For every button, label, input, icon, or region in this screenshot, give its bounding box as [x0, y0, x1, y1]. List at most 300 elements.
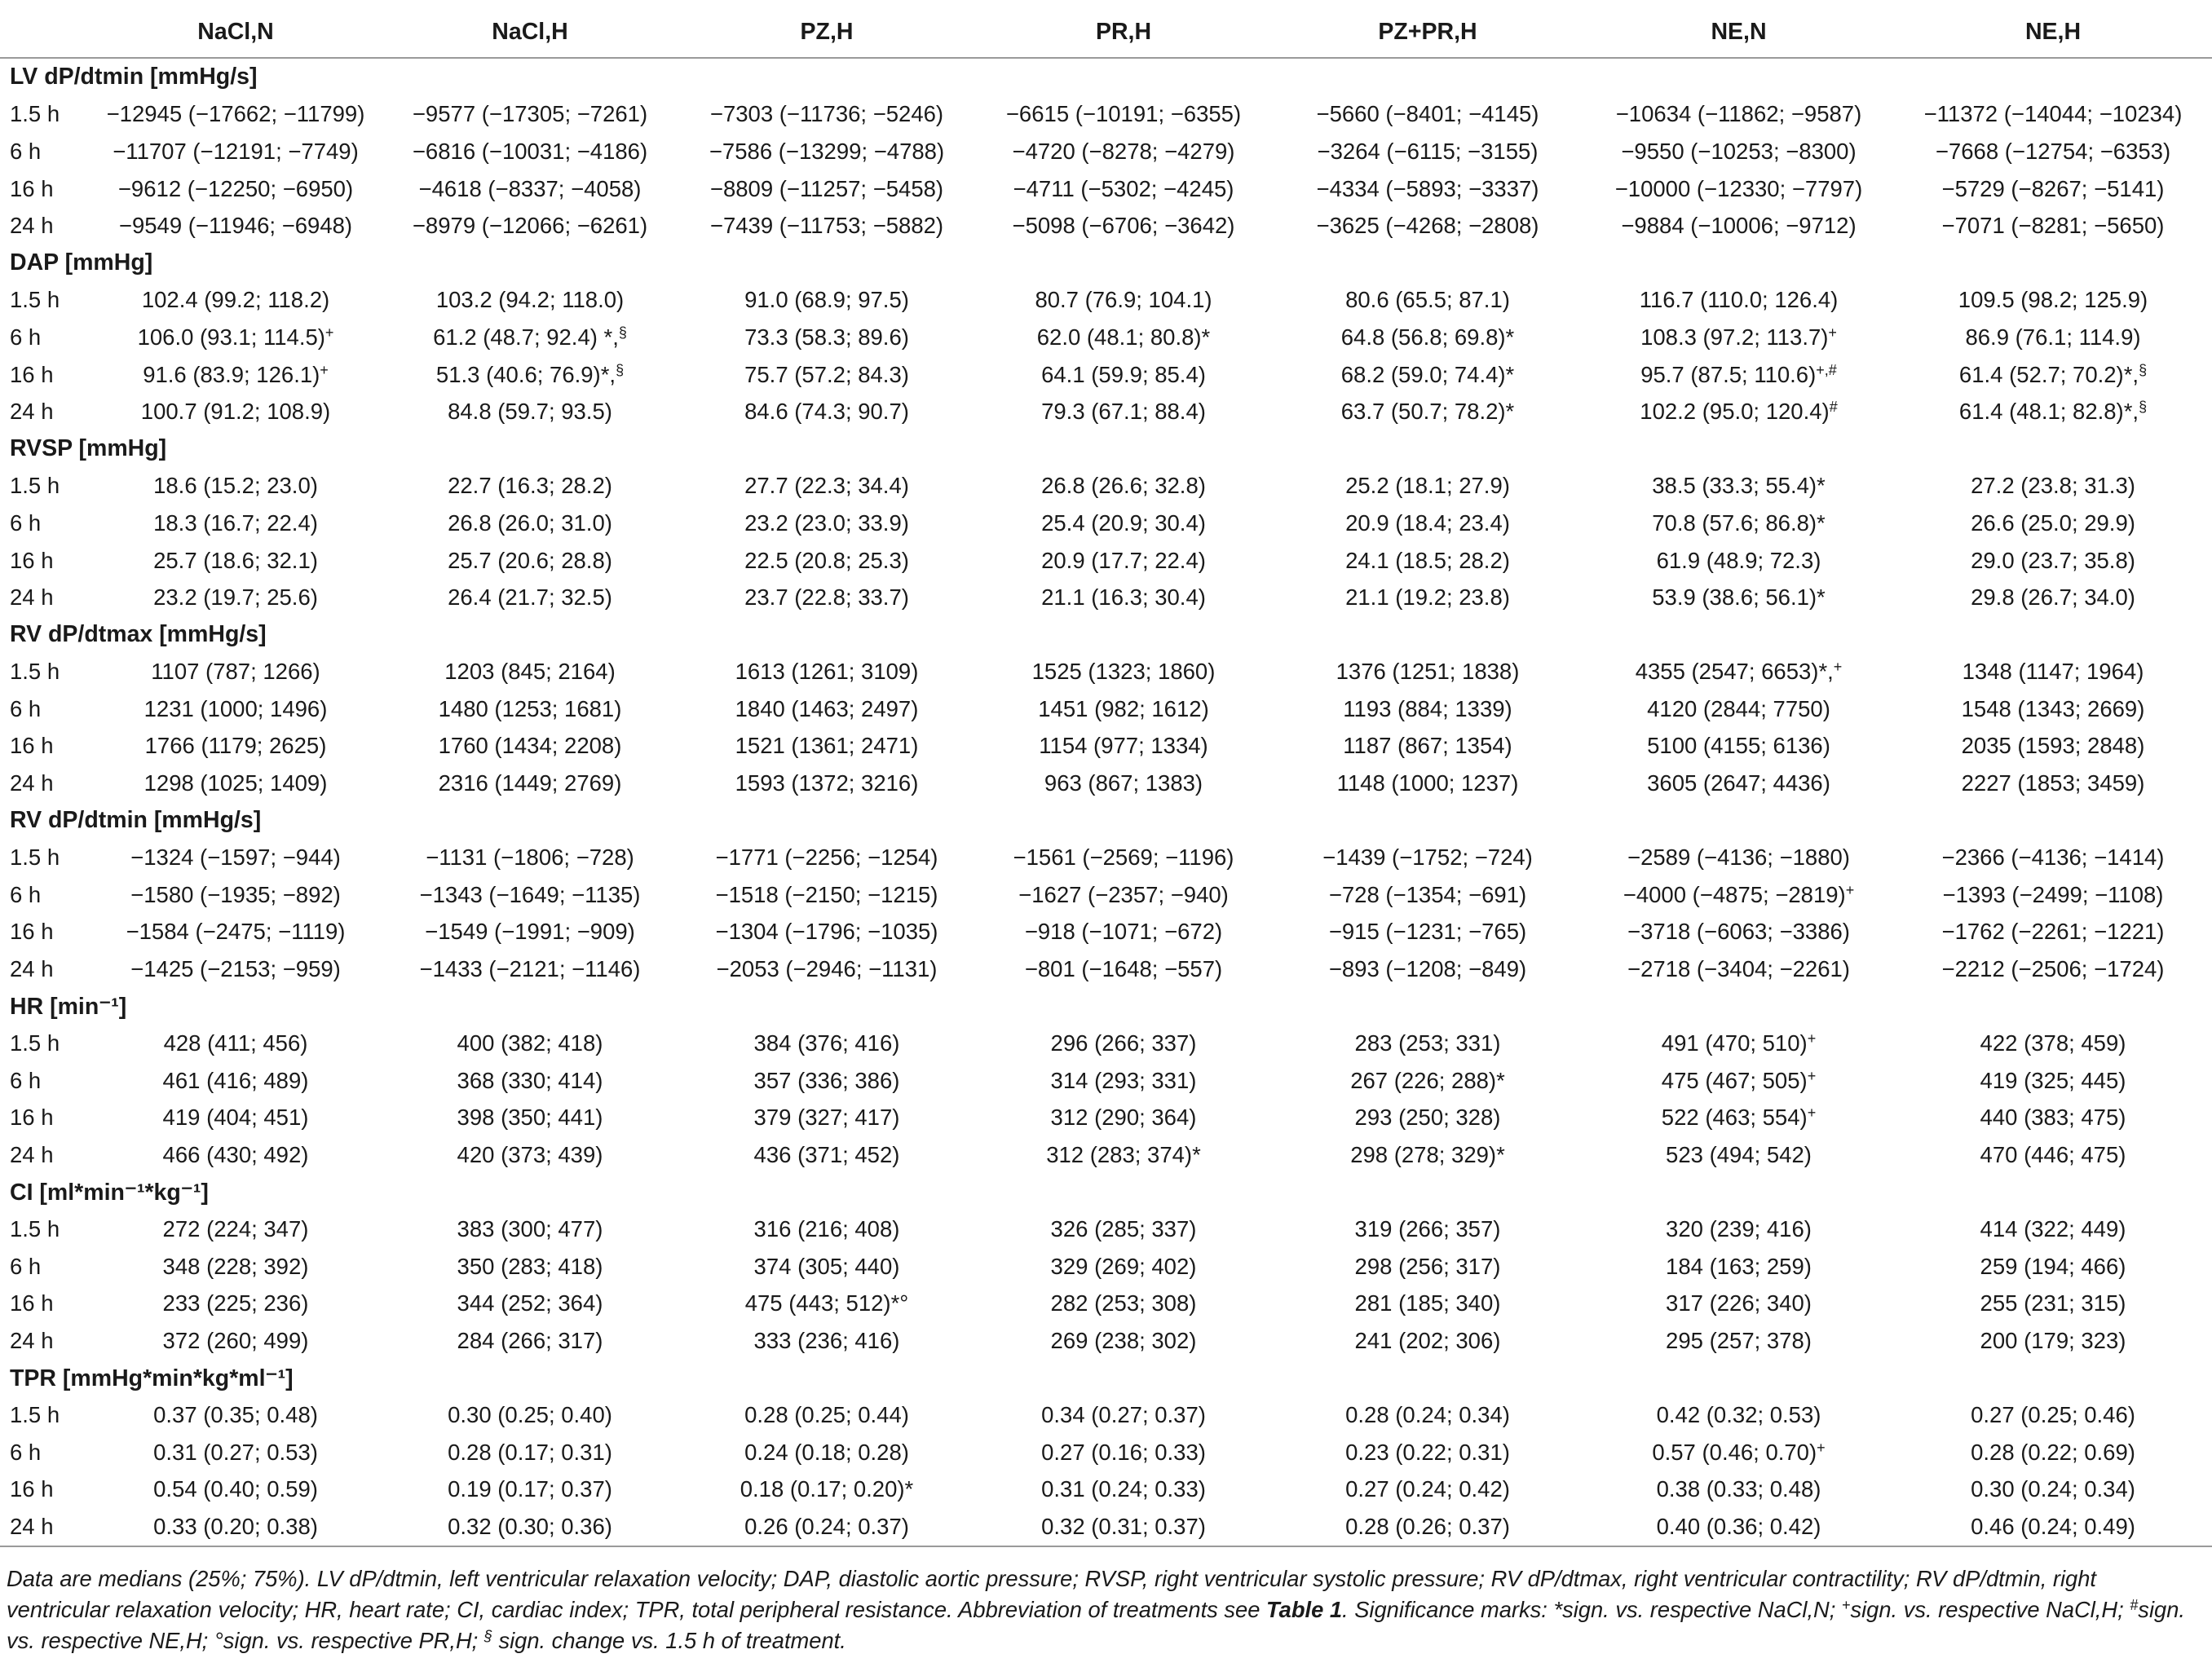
value-cell — [1894, 1248, 2212, 1286]
value-cell — [678, 914, 975, 951]
cell-value: 374 (305; 440) — [753, 1253, 900, 1279]
value-cell — [975, 1286, 1272, 1323]
value-cell — [382, 1396, 678, 1434]
cell-value: −1439 (−1752; −724) — [1322, 845, 1533, 871]
cell-value: 29.0 (23.7; 35.8) — [1971, 547, 2135, 573]
value-cell — [1894, 282, 2212, 320]
value-cell — [382, 914, 678, 951]
section-title: LV dP/dtmin [mmHg/s] — [10, 64, 258, 90]
cell-value: 22.5 (20.8; 25.3) — [744, 547, 909, 573]
value-cell — [678, 1100, 975, 1137]
value-cell — [975, 1100, 1272, 1137]
value-cell — [1583, 1062, 1894, 1100]
cell-value: 0.28 (0.26; 0.37) — [1345, 1513, 1510, 1539]
value-cell — [1272, 1508, 1583, 1546]
value-cell — [1583, 1322, 1894, 1360]
table-row — [0, 542, 2212, 580]
value-cell — [1272, 765, 1583, 802]
cell-value: 91.0 (68.9; 97.5) — [744, 287, 909, 313]
cell-value: 475 (443; 512)*° — [744, 1290, 909, 1316]
value-cell — [1583, 765, 1894, 802]
footnote-text-3: sign. vs. respective NaCl,H; — [1850, 1597, 2130, 1622]
value-cell — [975, 1136, 1272, 1174]
significance-mark: # — [1829, 399, 1838, 416]
value-cell — [382, 170, 678, 208]
cell-value: −1762 (−2261; −1221) — [1941, 919, 2165, 945]
value-cell — [1272, 1471, 1583, 1509]
cell-value: 1451 (982; 1612) — [1038, 695, 1209, 721]
cell-value: 259 (194; 466) — [1980, 1253, 2126, 1279]
value-cell — [382, 690, 678, 728]
cell-value: 200 (179; 323) — [1980, 1327, 2126, 1353]
cell-value: 0.27 (0.16; 0.33) — [1041, 1439, 1206, 1465]
time-label: 1.5 h — [10, 287, 60, 313]
column-header: PZ,H — [678, 7, 975, 58]
cell-value: 398 (350; 441) — [457, 1105, 603, 1131]
cell-value: −11707 (−12191; −7749) — [113, 138, 359, 164]
significance-mark: + — [1807, 1105, 1817, 1122]
cell-value: 23.7 (22.8; 33.7) — [744, 584, 909, 611]
cell-value: −915 (−1231; −765) — [1328, 919, 1527, 945]
cell-value: 0.31 (0.27; 0.53) — [153, 1439, 318, 1465]
cell-value: −7586 (−13299; −4788) — [709, 138, 945, 164]
value-cell — [1894, 133, 2212, 170]
column-header: NaCl,H — [382, 7, 678, 58]
value-cell — [1272, 542, 1583, 580]
cell-value: 184 (163; 259) — [1666, 1253, 1812, 1279]
value-cell — [1583, 728, 1894, 765]
cell-value: 0.46 (0.24; 0.49) — [1971, 1513, 2135, 1539]
value-cell — [382, 1100, 678, 1137]
section-header-row — [0, 1174, 2212, 1211]
cell-value: 282 (253; 308) — [1050, 1290, 1197, 1316]
value-cell — [382, 1248, 678, 1286]
cell-value: 51.3 (40.6; 76.9)*, — [435, 361, 616, 387]
footnote-text-5: sign. change vs. 1.5 h of treatment. — [492, 1628, 846, 1653]
time-label: 1.5 h — [10, 1216, 60, 1242]
value-cell — [382, 356, 678, 394]
cell-value: 109.5 (98.2; 125.9) — [1958, 287, 2148, 313]
table-row — [0, 1434, 2212, 1471]
value-cell — [975, 393, 1272, 430]
cell-value: 63.7 (50.7; 78.2)* — [1340, 399, 1515, 425]
cell-value: 383 (300; 477) — [457, 1216, 603, 1242]
cell-value: 348 (228; 392) — [162, 1253, 309, 1279]
cell-value: 0.31 (0.24; 0.33) — [1041, 1476, 1206, 1502]
cell-value: −9549 (−11946; −6948) — [118, 213, 353, 239]
value-cell — [975, 1025, 1272, 1062]
value-cell — [90, 1211, 382, 1248]
time-label: 16 h — [10, 175, 54, 201]
value-cell — [1583, 839, 1894, 876]
value-cell — [975, 133, 1272, 170]
significance-mark: +,# — [1816, 361, 1837, 378]
cell-value: 0.18 (0.17; 0.20)* — [740, 1476, 914, 1502]
value-cell — [975, 950, 1272, 988]
value-cell — [1894, 579, 2212, 616]
cell-value: 5100 (4155; 6136) — [1647, 733, 1830, 759]
cell-value: 0.57 (0.46; 0.70) — [1652, 1439, 1817, 1465]
cell-value: −3264 (−6115; −3155) — [1317, 138, 1539, 164]
cell-value: 368 (330; 414) — [457, 1067, 603, 1093]
cell-value: 26.6 (25.0; 29.9) — [1971, 509, 2135, 536]
cell-value: −7071 (−8281; −5650) — [1941, 213, 2165, 239]
cell-value: 384 (376; 416) — [753, 1030, 900, 1056]
value-cell — [678, 765, 975, 802]
cell-value: 1376 (1251; 1838) — [1336, 659, 1520, 685]
value-cell — [1894, 728, 2212, 765]
cell-value: −1627 (−2357; −940) — [1018, 881, 1229, 907]
cell-value: −4334 (−5893; −3337) — [1316, 175, 1539, 201]
cell-value: 357 (336; 386) — [753, 1067, 900, 1093]
cell-value: 38.5 (33.3; 55.4)* — [1652, 473, 1826, 499]
cell-value: 0.26 (0.24; 0.37) — [744, 1513, 909, 1539]
cell-value: 0.32 (0.30; 0.36) — [448, 1513, 612, 1539]
value-cell — [1583, 207, 1894, 245]
cell-value: 0.28 (0.25; 0.44) — [744, 1402, 909, 1428]
cell-value: −9884 (−10006; −9712) — [1621, 213, 1857, 239]
value-cell — [678, 1211, 975, 1248]
value-cell — [90, 579, 382, 616]
cell-value: 317 (226; 340) — [1666, 1290, 1812, 1316]
cell-value: 298 (256; 317) — [1354, 1253, 1501, 1279]
value-cell — [678, 319, 975, 356]
time-label: 1.5 h — [10, 1402, 60, 1428]
value-cell — [90, 505, 382, 542]
table-row — [0, 170, 2212, 208]
cell-value: 23.2 (19.7; 25.6) — [153, 584, 318, 611]
value-cell — [1272, 1136, 1583, 1174]
cell-value: −10634 (−11862; −9587) — [1615, 101, 1862, 127]
value-cell — [1272, 319, 1583, 356]
value-cell — [1894, 1100, 2212, 1137]
value-cell — [678, 1286, 975, 1323]
value-cell — [1272, 282, 1583, 320]
cell-value: −2053 (−2946; −1131) — [716, 956, 938, 982]
cell-value: −1304 (−1796; −1035) — [715, 919, 938, 945]
footnote-text-2: . Significance marks: *sign. vs. respective NaCl,N; — [1342, 1597, 1842, 1622]
value-cell — [678, 505, 975, 542]
cell-value: 70.8 (57.6; 86.8)* — [1652, 509, 1826, 536]
column-header: NE,N — [1583, 7, 1894, 58]
table-row — [0, 1508, 2212, 1546]
cell-value: 1193 (884; 1339) — [1343, 695, 1512, 721]
time-label: 6 h — [10, 509, 42, 536]
value-cell — [382, 542, 678, 580]
value-cell — [975, 690, 1272, 728]
cell-value: 18.6 (15.2; 23.0) — [153, 473, 318, 499]
time-label: 16 h — [10, 361, 54, 387]
cell-value: 108.3 (97.2; 113.7) — [1640, 324, 1829, 350]
cell-value: −7303 (−11736; −5246) — [709, 101, 944, 127]
cell-value: 326 (285; 337) — [1050, 1216, 1197, 1242]
value-cell — [1894, 393, 2212, 430]
cell-value: 2035 (1593; 2848) — [1961, 733, 2145, 759]
table-row — [0, 1025, 2212, 1062]
value-cell — [678, 1248, 975, 1286]
cell-value: 491 (470; 510) — [1661, 1030, 1808, 1056]
cell-value: 0.54 (0.40; 0.59) — [153, 1476, 318, 1502]
table-row — [0, 839, 2212, 876]
cell-value: −9577 (−17305; −7261) — [412, 101, 648, 127]
cell-value: 79.3 (67.1; 88.4) — [1041, 399, 1206, 425]
value-cell — [1272, 1396, 1583, 1434]
value-cell — [678, 207, 975, 245]
cell-value: 379 (327; 417) — [753, 1105, 900, 1131]
table-row — [0, 579, 2212, 616]
value-cell — [382, 765, 678, 802]
footnote-table-ref: Table 1 — [1266, 1597, 1343, 1622]
value-cell — [1583, 542, 1894, 580]
value-cell — [1583, 1434, 1894, 1471]
value-cell — [975, 1322, 1272, 1360]
time-label: 16 h — [10, 1290, 54, 1316]
table-row — [0, 1322, 2212, 1360]
value-cell — [678, 950, 975, 988]
value-cell — [90, 1396, 382, 1434]
cell-value: −801 (−1648; −557) — [1024, 956, 1223, 982]
table-row — [0, 1248, 2212, 1286]
value-cell — [1583, 690, 1894, 728]
column-header: NE,H — [1894, 7, 2212, 58]
value-cell — [1894, 1508, 2212, 1546]
cell-value: 0.40 (0.36; 0.42) — [1656, 1513, 1821, 1539]
cell-value: 1148 (1000; 1237) — [1336, 770, 1519, 796]
cell-value: 2316 (1449; 2769) — [438, 770, 622, 796]
cell-value: 68.2 (59.0; 74.4)* — [1340, 361, 1515, 387]
value-cell — [90, 728, 382, 765]
cell-value: −1549 (−1991; −909) — [425, 919, 635, 945]
value-cell — [1894, 765, 2212, 802]
value-cell — [1583, 579, 1894, 616]
value-cell — [90, 950, 382, 988]
value-cell — [975, 914, 1272, 951]
value-cell — [90, 1508, 382, 1546]
table-row — [0, 319, 2212, 356]
cell-value: 4355 (2547; 6653)*, — [1635, 659, 1834, 685]
table-row — [0, 282, 2212, 320]
value-cell — [90, 393, 382, 430]
cell-value: 1593 (1372; 3216) — [735, 770, 919, 796]
cell-value: 22.7 (16.3; 28.2) — [448, 473, 612, 499]
footnote-text-1: Data are medians (25%; 75%). LV dP/dtmin, left ventricular relaxation velocity; DAP, diastolic aortic pressure; RVSP, right ventricular systolic pressure; RV dP/dtmax, right ventricular contractility; RV dP/dtmin, right ventricular relaxation velocity; HR, heart rate; CI, cardiac index; TPR, total peripheral resistance. Abbreviation of treatments see — [7, 1566, 2096, 1622]
time-label: 24 h — [10, 584, 54, 611]
cell-value: 73.3 (58.3; 89.6) — [744, 324, 909, 350]
table-row — [0, 765, 2212, 802]
value-cell — [678, 1322, 975, 1360]
cell-value: 20.9 (18.4; 23.4) — [1345, 509, 1510, 536]
value-cell — [1272, 654, 1583, 691]
cell-value: 24.1 (18.5; 28.2) — [1345, 547, 1510, 573]
value-cell — [382, 1025, 678, 1062]
cell-value: −10000 (−12330; −7797) — [1614, 175, 1863, 201]
table-row — [0, 505, 2212, 542]
cell-value: 25.7 (20.6; 28.8) — [448, 547, 612, 573]
value-cell — [1894, 1136, 2212, 1174]
cell-value: 61.4 (52.7; 70.2)*, — [1958, 361, 2139, 387]
cell-value: 312 (283; 374)* — [1046, 1142, 1201, 1168]
section-header-row — [0, 430, 2212, 468]
cell-value: 296 (266; 337) — [1050, 1030, 1197, 1056]
cell-value: 414 (322; 449) — [1980, 1216, 2126, 1242]
section-header-row — [0, 1360, 2212, 1397]
cell-value: 283 (253; 331) — [1354, 1030, 1501, 1056]
cell-value: 91.6 (83.9; 126.1) — [143, 361, 320, 387]
value-cell — [90, 1248, 382, 1286]
cell-value: 61.9 (48.9; 72.3) — [1656, 547, 1821, 573]
cell-value: 27.7 (22.3; 34.4) — [744, 473, 909, 499]
cell-value: −4720 (−8278; −4279) — [1012, 138, 1235, 164]
value-cell — [1583, 1211, 1894, 1248]
section-title: CI [ml*min⁻¹*kg⁻¹] — [10, 1179, 209, 1206]
table-row — [0, 96, 2212, 134]
cell-value: 400 (382; 418) — [457, 1030, 603, 1056]
value-cell — [1894, 468, 2212, 505]
cell-value: −6816 (−10031; −4186) — [412, 138, 648, 164]
cell-value: −7439 (−11753; −5882) — [709, 213, 944, 239]
cell-value: 461 (416; 489) — [162, 1067, 309, 1093]
value-cell — [1272, 690, 1583, 728]
value-cell — [678, 839, 975, 876]
cell-value: 86.9 (76.1; 114.9) — [1965, 324, 2141, 350]
value-cell — [1272, 170, 1583, 208]
time-label: 6 h — [10, 1439, 42, 1465]
value-cell — [1272, 1062, 1583, 1100]
cell-value: 4120 (2844; 7750) — [1647, 695, 1830, 721]
value-cell — [1894, 356, 2212, 394]
cell-value: 64.8 (56.8; 69.8)* — [1340, 324, 1515, 350]
cell-value: 95.7 (87.5; 110.6) — [1640, 361, 1817, 387]
cell-value: 428 (411; 456) — [163, 1030, 308, 1056]
value-cell — [975, 839, 1272, 876]
cell-value: 84.6 (74.3; 90.7) — [744, 399, 909, 425]
value-cell — [90, 1100, 382, 1137]
value-cell — [1272, 1322, 1583, 1360]
table-row — [0, 728, 2212, 765]
value-cell — [678, 1508, 975, 1546]
value-cell — [678, 282, 975, 320]
cell-value: 470 (446; 475) — [1980, 1142, 2126, 1168]
value-cell — [678, 1471, 975, 1509]
cell-value: 1154 (977; 1334) — [1039, 733, 1208, 759]
cell-value: −1393 (−2499; −1108) — [1942, 881, 2164, 907]
table-footnote — [7, 1563, 2204, 1656]
footnote-plus-mark: + — [1841, 1597, 1851, 1613]
value-cell — [1272, 1434, 1583, 1471]
cell-value: 1480 (1253; 1681) — [438, 695, 622, 721]
cell-value: 0.28 (0.17; 0.31) — [448, 1439, 612, 1465]
cell-value: 2227 (1853; 3459) — [1961, 770, 2145, 796]
value-cell — [975, 1248, 1272, 1286]
cell-value: 1840 (1463; 2497) — [735, 695, 919, 721]
cell-value: −9612 (−12250; −6950) — [117, 175, 354, 201]
table-row — [0, 468, 2212, 505]
value-cell — [1583, 876, 1894, 914]
section-header-row — [0, 802, 2212, 840]
cell-value: 0.27 (0.24; 0.42) — [1345, 1476, 1510, 1502]
cell-value: 420 (373; 439) — [457, 1142, 603, 1168]
cell-value: 61.2 (48.7; 92.4) *, — [433, 324, 619, 350]
table-row — [0, 654, 2212, 691]
value-cell — [382, 950, 678, 988]
time-label: 16 h — [10, 547, 54, 573]
value-cell — [1894, 1471, 2212, 1509]
value-cell — [975, 1396, 1272, 1434]
value-cell — [975, 876, 1272, 914]
significance-mark: § — [616, 361, 625, 378]
section-title: RV dP/dtmin [mmHg/s] — [10, 807, 262, 834]
value-cell — [1272, 839, 1583, 876]
cell-value: 440 (383; 475) — [1980, 1105, 2126, 1131]
time-label: 1.5 h — [10, 473, 60, 499]
value-cell — [90, 1286, 382, 1323]
value-cell — [1894, 505, 2212, 542]
value-cell — [975, 765, 1272, 802]
cell-value: 329 (269; 402) — [1050, 1253, 1197, 1279]
value-cell — [1583, 468, 1894, 505]
cell-value: 0.30 (0.24; 0.34) — [1971, 1476, 2135, 1502]
value-cell — [975, 1211, 1272, 1248]
cell-value: −3718 (−6063; −3386) — [1627, 919, 1850, 945]
footnote-section-mark: § — [483, 1628, 492, 1644]
significance-mark: + — [325, 324, 334, 341]
cell-value: −893 (−1208; −849) — [1328, 956, 1527, 982]
value-cell — [382, 839, 678, 876]
cell-value: 522 (463; 554) — [1661, 1105, 1808, 1131]
cell-value: 333 (236; 416) — [753, 1327, 900, 1353]
cell-value: 75.7 (57.2; 84.3) — [744, 361, 909, 387]
time-label: 1.5 h — [10, 659, 60, 685]
value-cell — [90, 319, 382, 356]
cell-value: 27.2 (23.8; 31.3) — [1971, 473, 2135, 499]
table-row — [0, 876, 2212, 914]
value-cell — [382, 876, 678, 914]
value-cell — [1583, 1248, 1894, 1286]
cell-value: 1348 (1147; 1964) — [1962, 659, 2144, 685]
value-cell — [678, 133, 975, 170]
cell-value: 1521 (1361; 2471) — [735, 733, 919, 759]
value-cell — [90, 690, 382, 728]
cell-value: 1760 (1434; 2208) — [438, 733, 622, 759]
value-cell — [90, 654, 382, 691]
value-cell — [678, 356, 975, 394]
cell-value: 241 (202; 306) — [1354, 1327, 1501, 1353]
value-cell — [1894, 1211, 2212, 1248]
cell-value: −2366 (−4136; −1414) — [1941, 845, 2165, 871]
value-cell — [382, 1136, 678, 1174]
cell-value: 100.7 (91.2; 108.9) — [140, 399, 331, 425]
value-cell — [90, 356, 382, 394]
cell-value: 422 (378; 459) — [1980, 1030, 2126, 1056]
table-row — [0, 1136, 2212, 1174]
cell-value: 26.4 (21.7; 32.5) — [448, 584, 612, 611]
cell-value: −1324 (−1597; −944) — [130, 845, 341, 871]
value-cell — [1272, 1286, 1583, 1323]
value-cell — [1272, 356, 1583, 394]
value-cell — [975, 96, 1272, 134]
value-cell — [1583, 654, 1894, 691]
value-cell — [975, 1062, 1272, 1100]
value-cell — [1583, 282, 1894, 320]
value-cell — [1272, 468, 1583, 505]
value-cell — [1583, 1471, 1894, 1509]
value-cell — [678, 468, 975, 505]
value-cell — [382, 468, 678, 505]
cell-value: 0.24 (0.18; 0.28) — [744, 1439, 909, 1465]
cell-value: 272 (224; 347) — [162, 1216, 309, 1242]
value-cell — [90, 1471, 382, 1509]
time-label: 6 h — [10, 695, 42, 721]
